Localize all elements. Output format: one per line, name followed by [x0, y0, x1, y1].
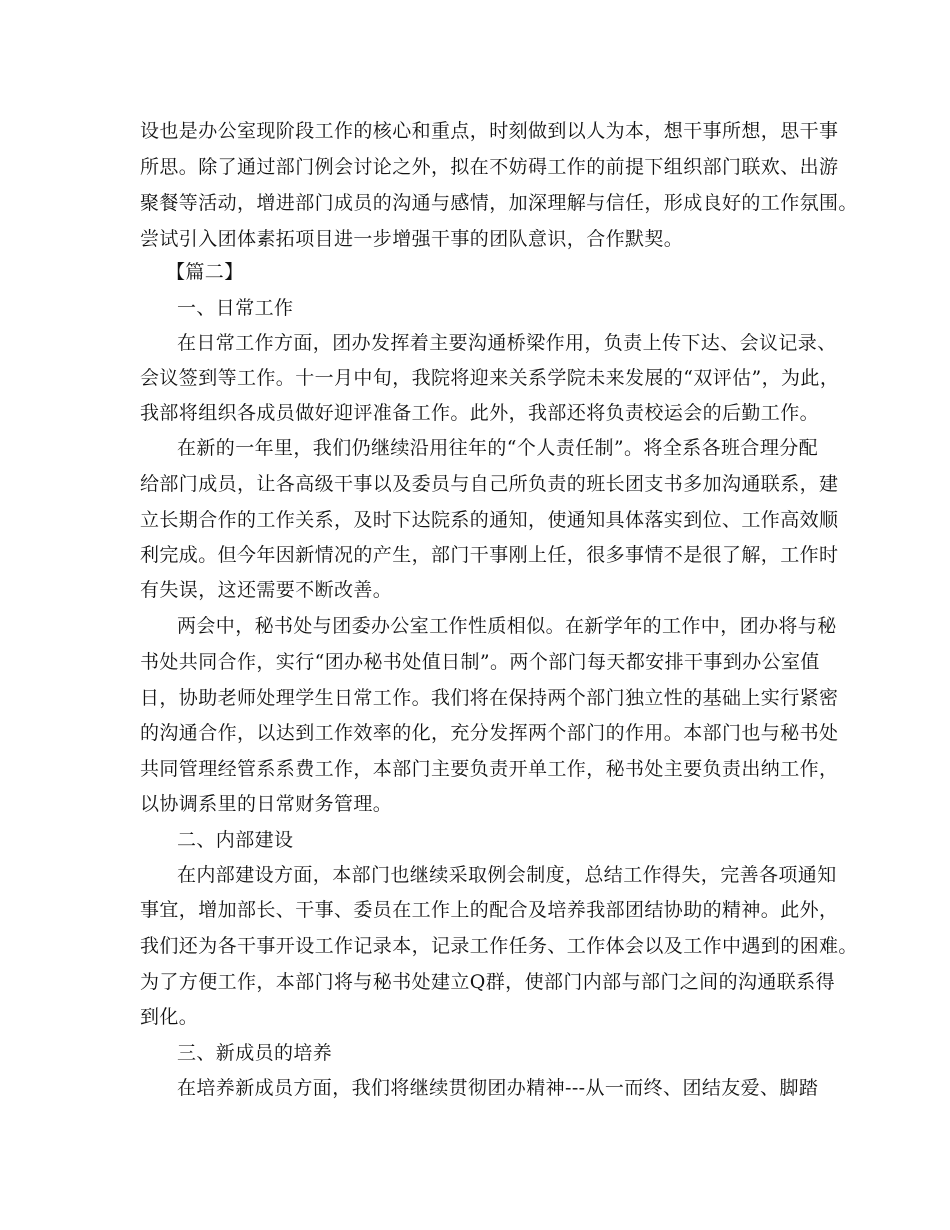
body-text-line: 书处共同合作，实行“团办秘书处值日制”。两个部门每天都安排干事到办公室值: [140, 651, 820, 673]
section-heading: 三、新成员的培养: [177, 1042, 333, 1064]
body-text-line: 会议签到等工作。十一月中旬，我院将迎来关系学院未来发展的“双评估”，为此，: [140, 367, 840, 389]
body-text-line: 所思。除了通过部门例会讨论之外，拟在不妨碍工作的前提下组织部门联欢、出游: [140, 156, 839, 178]
body-text-line: 以协调系里的日常财务管理。: [140, 793, 393, 815]
body-text-line: 在新的一年里，我们仍继续沿用往年的“个人责任制”。将全系各班合理分配: [177, 437, 819, 459]
body-text-line: 日，协助老师处理学生日常工作。我们将在保持两个部门独立性的基础上实行紧密: [140, 687, 839, 709]
body-text-line: 为了方便工作，本部门将与秘书处建立Q群，使部门内部与部门之间的沟通联系得: [140, 971, 835, 993]
section-label: 【篇二】: [166, 261, 244, 283]
body-text-line: 在日常工作方面，团办发挥着主要沟通桥梁作用，负责上传下达、会议记录、: [177, 332, 837, 354]
body-text-line: 有失误，这还需要不断改善。: [140, 579, 393, 601]
body-text-line: 的沟通合作，以达到工作效率的化，充分发挥两个部门的作用。本部门也与秘书处: [140, 722, 839, 744]
body-text-line: 尝试引入团体素拓项目进一步增强干事的团队意识，合作默契。: [140, 228, 684, 250]
body-text-line: 我部将组织各成员做好迎评准备工作。此外，我部还将负责校运会的后勤工作。: [140, 402, 820, 424]
body-text-line: 事宜，增加部长、干事、委员在工作上的配合及培养我部团结协助的精神。此外，: [140, 899, 839, 921]
section-heading: 一、日常工作: [177, 297, 294, 319]
body-text-line: 在培养新成员方面，我们将继续贯彻团办精神---从一而终、团结友爱、脚踏: [177, 1077, 819, 1099]
body-text-line: 我们还为各干事开设工作记录本，记录工作任务、工作体会以及工作中遇到的困难。: [140, 935, 858, 957]
body-text-line: 两会中，秘书处与团委办公室工作性质相似。在新学年的工作中，团办将与秘: [177, 615, 837, 637]
body-text-line: 给部门成员，让各高级干事以及委员与自己所负责的班长团支书多加沟通联系，建: [140, 473, 839, 495]
body-text-line: 聚餐等活动，增进部门成员的沟通与感情，加深理解与信任，形成良好的工作氛围。: [140, 192, 858, 214]
body-text-line: 在内部建设方面，本部门也继续采取例会制度，总结工作得失，完善各项通知: [177, 864, 837, 886]
body-text-line: 共同管理经管系系费工作，本部门主要负责开单工作，秘书处主要负责出纳工作，: [140, 758, 839, 780]
body-text-line: 到化。: [140, 1006, 199, 1028]
body-text-line: 利完成。但今年因新情况的产生，部门干事刚上任，很多事情不是很了解，工作时: [140, 544, 839, 566]
body-text-line: 设也是办公室现阶段工作的核心和重点，时刻做到以人为本，想干事所想，思干事: [140, 120, 839, 142]
section-heading: 二、内部建设: [177, 829, 294, 851]
body-text-line: 立长期合作的工作关系，及时下达院系的通知，使通知具体落实到位、工作高效顺: [140, 509, 839, 531]
